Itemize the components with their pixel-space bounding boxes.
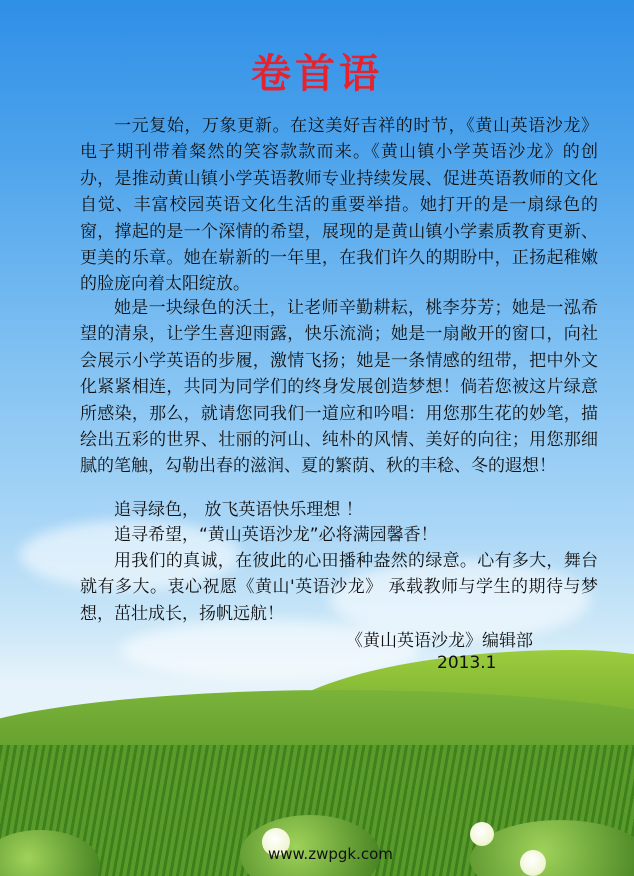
paragraph-wishes: 用我们的真诚，在彼此的心田播种盎然的绿意。心有多大，舞台就有多大。衷心祝愿《黄山'英语沙龙》 承载教师与学生的期待与梦想，茁壮成长，扬帆远航！ bbox=[80, 551, 598, 624]
issue-date: 2013.1 bbox=[437, 653, 497, 673]
paragraph-pursue-hope: 追寻希望，“黄山英语沙龙”必将满园馨香！ bbox=[114, 525, 438, 545]
flower bbox=[520, 850, 546, 876]
page-title: 卷首语 bbox=[251, 50, 383, 97]
website-url[interactable]: www.zwpgk.com bbox=[268, 845, 393, 863]
paragraph-intro: 一元复始，万象更新。在这美好吉祥的时节，《黄山英语沙龙》电子期刊带着粲然的笑容款款而来。《黄山镇小学英语沙龙》的创办，是推动黄山镇小学英语教师专业持续发展、促进英语教师的文化自觉、丰富校园英语文化生活的重要举措。她打开的是一扇绿色的窗，撑起的是一个深情的希望，展现的是黄山镇小学素质教育更新、更美的乐章。她在崭新的一年里，在我们许久的期盼中，正扬起稚嫩的脸庞向着太阳绽放。 bbox=[80, 116, 598, 295]
paragraph-green: 她是一块绿色的沃土，让老师辛勤耕耘，桃李芬芳；她是一泓希望的清泉，让学生喜迎雨露，快乐流淌；她是一扇敞开的窗口，向社会展示小学英语的步履，激情飞扬；她是一条情感的纽带，把中外文化紧紧相连，共同为同学们的终身发展创造梦想！倘若您被这片绿意所感染，那么，就请您同我们一道应和吟唱：用您那生花的妙笔，描绘出五彩的世界、壮丽的河山、纯朴的风情、美好的向往；用您那细腻的笔触，勾勒出春的滋润、夏的繁荫、秋的丰稔、冬的遐想！ bbox=[80, 298, 598, 477]
flower bbox=[470, 822, 494, 846]
paragraph-pursue-green: 追寻绿色， 放飞英语快乐理想 ！ bbox=[114, 500, 363, 520]
editor-signature: 《黄山英语沙龙》编辑部 bbox=[346, 631, 533, 651]
